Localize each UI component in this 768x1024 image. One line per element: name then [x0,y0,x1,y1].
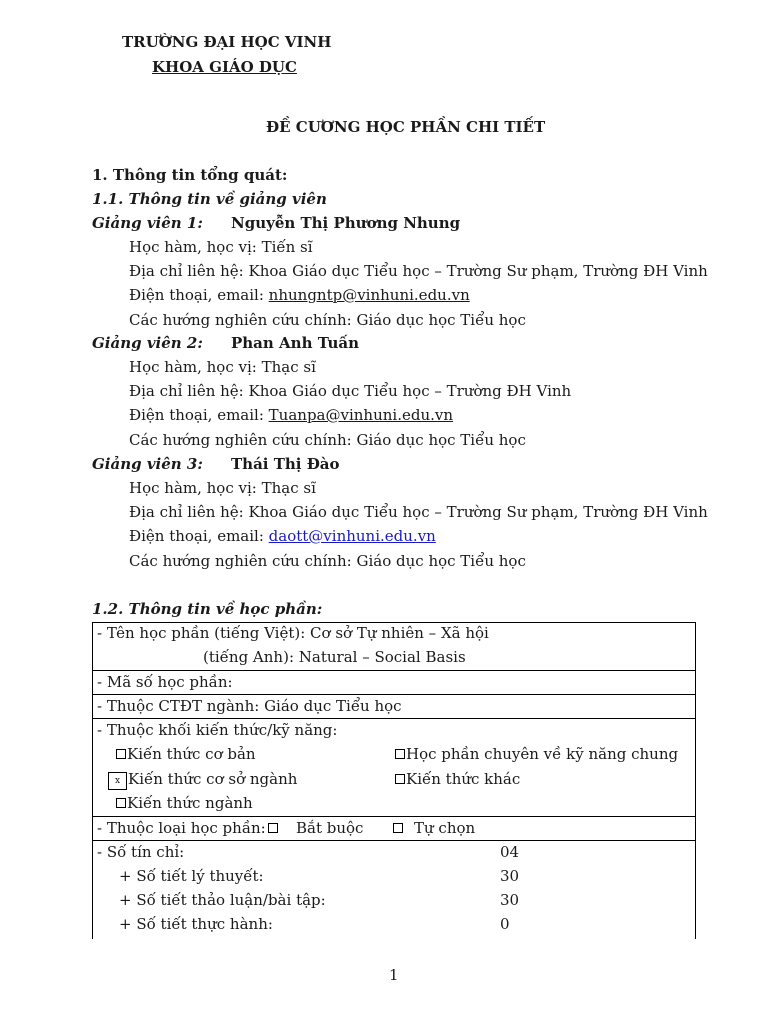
course-code: - Mã số học phần: [97,673,233,691]
lecturer-2-email[interactable]: Tuanpa@vinhuni.edu.vn [268,406,454,424]
lecturer-1-contact [129,285,470,305]
credits-label: - Số tín chỉ: [97,843,185,861]
theory-label: + Số tiết lý thuyết: [119,867,264,885]
required-checkbox[interactable] [268,823,278,833]
option-other-label: Kiến thức khác [406,770,521,788]
lecturer-1-email[interactable]: nhungntp@vinhuni.edu.vn [268,286,470,304]
lecturer-2-label: Giảng viên 2: [92,334,203,352]
lecturer-1-degree: Học hàm, học vị: Tiến sĩ [129,238,313,256]
practice-value: 0 [500,915,510,933]
knowledge-block-label: - Thuộc khối kiến thức/kỹ năng: [97,721,338,739]
lecturer-1-address: Địa chỉ liên hệ: Khoa Giáo dục Tiểu học – Trường Sư phạm, Trường ĐH Vinh [129,262,708,280]
section-1-heading: 1. Thông tin tổng quát: [92,166,288,184]
other-checkbox[interactable] [395,774,405,784]
type-elective-label: Tự chọn [414,819,476,837]
type-required-label: Bắt buộc [296,819,364,837]
lecturer-1-name: Nguyễn Thị Phương Nhung [231,214,461,232]
course-program: - Thuộc CTĐT ngành: Giáo dục Tiểu học [97,697,402,715]
page-number: 1 [389,966,399,984]
theory-value: 30 [500,867,520,885]
lecturer-2-name: Phan Anh Tuấn [231,334,360,352]
lecturer-3-contact [129,526,436,546]
lecturer-3-email[interactable]: daott@vinhuni.edu.vn [268,527,436,545]
table-divider [92,816,695,817]
course-name-vi: - Tên học phần (tiếng Việt): Cơ sở Tự nhiên – Xã hội [97,624,489,642]
credits-value: 04 [500,843,520,861]
lecturer-2-address: Địa chỉ liên hệ: Khoa Giáo dục Tiểu học – Trường ĐH Vinh [129,382,572,400]
contact-label: Điện thoại, email: [129,406,269,424]
foundation-checkbox-checked[interactable]: x [108,772,127,790]
option-other [395,769,520,789]
discussion-label: + Số tiết thảo luận/bài tập: [119,891,326,909]
university-name: TRƯỜNG ĐẠI HỌC VINH [122,33,332,51]
section-1-2-heading: 1.2. Thông tin về học phần: [92,600,323,618]
lecturer-2-contact [129,405,453,425]
option-general-skills-label: Học phần chuyên về kỹ năng chung [406,745,679,763]
discussion-value: 30 [500,891,520,909]
lecturer-3-name: Thái Thị Đào [231,455,340,473]
lecturer-3-address: Địa chỉ liên hệ: Khoa Giáo dục Tiểu học – Trường Sư phạm, Trường ĐH Vinh [129,503,708,521]
table-divider [92,694,695,695]
lecturer-2-research: Các hướng nghiên cứu chính: Giáo dục học Tiểu học [129,431,526,449]
option-basic [116,744,256,764]
contact-label: Điện thoại, email: [129,527,269,545]
general-skills-checkbox[interactable] [395,749,405,759]
lecturer-1-label: Giảng viên 1: [92,214,203,232]
option-general-skills [395,744,678,764]
lecturer-3-label: Giảng viên 3: [92,455,203,473]
option-foundation-label: Kiến thức cơ sở ngành [128,770,298,788]
lecturer-3-degree: Học hàm, học vị: Thạc sĩ [129,479,316,497]
course-type-label: - Thuộc loại học phần: [97,819,266,837]
option-basic-label: Kiến thức cơ bản [127,745,256,763]
option-major [116,793,253,813]
table-divider [92,840,695,841]
major-checkbox[interactable] [116,798,126,808]
lecturer-1-research: Các hướng nghiên cứu chính: Giáo dục học Tiểu học [129,311,526,329]
section-1-1-heading: 1.1. Thông tin về giảng viên [92,190,327,208]
practice-label: + Số tiết thực hành: [119,915,273,933]
basic-checkbox[interactable] [116,749,126,759]
table-divider [92,718,695,719]
lecturer-3-research: Các hướng nghiên cứu chính: Giáo dục học Tiểu học [129,552,526,570]
elective-checkbox[interactable] [393,823,403,833]
faculty-name: KHOA GIÁO DỤC [152,58,297,76]
document-title: ĐỀ CƯƠNG HỌC PHẦN CHI TIẾT [266,118,546,136]
lecturer-2-degree: Học hàm, học vị: Thạc sĩ [129,358,316,376]
course-name-en: (tiếng Anh): Natural – Social Basis [203,648,466,666]
contact-label: Điện thoại, email: [129,286,269,304]
table-divider [92,670,695,671]
option-major-label: Kiến thức ngành [127,794,253,812]
